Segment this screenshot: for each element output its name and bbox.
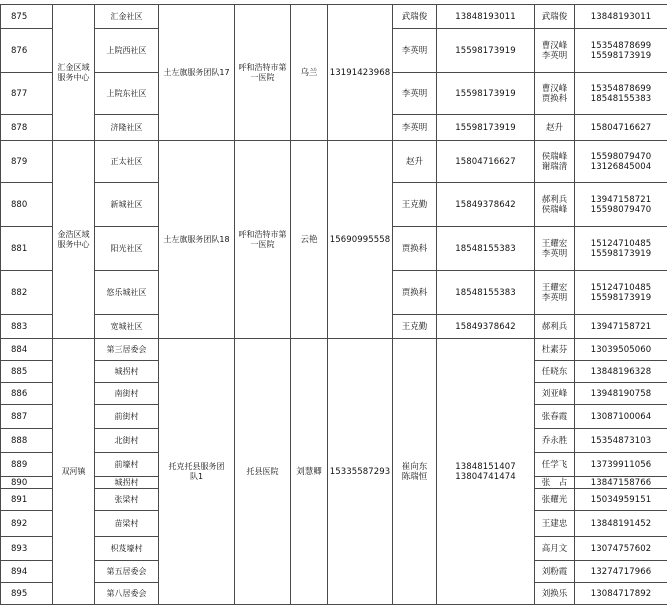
member-phone-cell: 13948190758 [574,382,667,405]
service-team-cell: 土左旗服务团队18 [158,140,235,339]
service-area-cell: 金浩区域 服务中心 [52,140,95,339]
member-name-cell: 曹汉峰 贾换科 [534,72,575,115]
leader-phone-cell: 18548155383 [436,270,535,315]
member-name-cell: 乔永胜 [534,428,575,453]
member-name-cell: 任晓东 [534,360,575,383]
member-name-cell: 任学飞 [534,452,575,477]
member-name-cell: 赵升 [534,114,575,141]
doctor-name-cell: 乌兰 [290,4,328,141]
leader-phone-cell: 15598173919 [436,72,535,115]
member-name-cell: 刘换乐 [534,582,575,605]
member-phone-cell: 13739911056 [574,452,667,477]
community-cell: 宽城社区 [94,314,159,339]
member-name-cell: 杜素芬 [534,338,575,361]
community-cell: 第八居委会 [94,582,159,605]
row-number-cell: 888 [0,428,53,453]
leader-phone-cell: 15804716627 [436,140,535,183]
member-phone-cell: 15804716627 [574,114,667,141]
community-cell: 前街村 [94,404,159,429]
leader-phone-cell: 15849378642 [436,314,535,339]
row-number-cell: 893 [0,536,53,561]
community-cell: 城拐村 [94,360,159,383]
community-cell: 悠乐城社区 [94,270,159,315]
row-number-cell: 895 [0,582,53,605]
community-cell: 第三居委会 [94,338,159,361]
member-name-cell: 郝利兵 [534,314,575,339]
member-phone-cell: 13274717966 [574,560,667,583]
row-number-cell: 880 [0,182,53,227]
row-number-cell: 878 [0,114,53,141]
member-phone-cell: 15034959151 [574,488,667,511]
row-number-cell: 881 [0,226,53,271]
row-number-cell: 892 [0,510,53,537]
hospital-cell: 呼和浩特市第 一医院 [234,140,291,339]
member-name-cell: 张耀光 [534,488,575,511]
member-phone-cell: 15354878699 15598173919 [574,28,667,73]
member-phone-cell: 15354878699 18548155383 [574,72,667,115]
member-phone-cell: 13074757602 [574,536,667,561]
member-name-cell: 郝利兵 侯瑞峰 [534,182,575,227]
community-cell: 张梁村 [94,488,159,511]
service-area-cell: 双河镇 [52,338,95,605]
service-team-cell: 托克托县服务团 队1 [158,338,235,605]
community-cell: 苗梁村 [94,510,159,537]
leader-name-cell: 李英明 [392,28,437,73]
community-cell: 城拐村 [94,476,159,489]
doctor-name-cell: 刘慧卿 [290,338,328,605]
leader-name-cell: 贾换科 [392,270,437,315]
service-team-cell: 土左旗服务团队17 [158,4,235,141]
service-area-cell: 汇金区域 服务中心 [52,4,95,141]
row-number-cell: 885 [0,360,53,383]
leader-phone-cell: 13848193011 [436,4,535,29]
row-number-cell: 891 [0,488,53,511]
doctor-name-cell: 云艳 [290,140,328,339]
row-number-cell: 886 [0,382,53,405]
member-name-cell: 王耀宏 李英明 [534,270,575,315]
row-number-cell: 890 [0,476,53,489]
community-cell: 阳光社区 [94,226,159,271]
doctor-phone-cell: 15335587293 [327,338,393,605]
row-number-cell: 875 [0,4,53,29]
member-phone-cell: 13947158721 15598079470 [574,182,667,227]
community-cell: 前壕村 [94,452,159,477]
leader-phone-cell: 15598173919 [436,114,535,141]
row-number-cell: 889 [0,452,53,477]
community-cell: 汇金社区 [94,4,159,29]
member-name-cell: 刘亚峰 [534,382,575,405]
leader-name-cell: 王克勤 [392,182,437,227]
community-cell: 枳芨壕村 [94,536,159,561]
member-phone-cell: 13848196328 [574,360,667,383]
member-name-cell: 高月文 [534,536,575,561]
leader-phone-cell: 13848151407 13804741474 [436,338,535,605]
row-number-cell: 883 [0,314,53,339]
member-phone-cell: 13847158766 [574,476,667,489]
row-number-cell: 884 [0,338,53,361]
row-number-cell: 876 [0,28,53,73]
member-phone-cell: 13087100064 [574,404,667,429]
community-cell: 上院西社区 [94,28,159,73]
member-phone-cell: 15124710485 15598173919 [574,270,667,315]
member-phone-cell: 13848193011 [574,4,667,29]
community-cell: 济隆社区 [94,114,159,141]
leader-name-cell: 李英明 [392,114,437,141]
hospital-cell: 呼和浩特市第 一医院 [234,4,291,141]
member-phone-cell: 15598079470 13126845004 [574,140,667,183]
member-name-cell: 武瑞俊 [534,4,575,29]
member-name-cell: 张 占 [534,476,575,489]
community-cell: 北街村 [94,428,159,453]
member-phone-cell: 15354873103 [574,428,667,453]
row-number-cell: 894 [0,560,53,583]
leader-name-cell: 王克勤 [392,314,437,339]
leader-phone-cell: 18548155383 [436,226,535,271]
leader-phone-cell: 15849378642 [436,182,535,227]
member-name-cell: 张春霞 [534,404,575,429]
row-number-cell: 879 [0,140,53,183]
row-number-cell: 887 [0,404,53,429]
community-cell: 正太社区 [94,140,159,183]
community-cell: 南街村 [94,382,159,405]
doctor-phone-cell: 13191423968 [327,4,393,141]
member-phone-cell: 13947158721 [574,314,667,339]
member-name-cell: 曹汉峰 李英明 [534,28,575,73]
member-name-cell: 王耀宏 李英明 [534,226,575,271]
row-number-cell: 882 [0,270,53,315]
member-phone-cell: 15124710485 15598173919 [574,226,667,271]
leader-name-cell: 崔向东 陈瑞恒 [392,338,437,605]
member-phone-cell: 13039505060 [574,338,667,361]
member-name-cell: 刘粉霞 [534,560,575,583]
member-phone-cell: 13084717892 [574,582,667,605]
hospital-cell: 托县医院 [234,338,291,605]
leader-name-cell: 李英明 [392,72,437,115]
leader-phone-cell: 15598173919 [436,28,535,73]
row-number-cell: 877 [0,72,53,115]
community-cell: 第五居委会 [94,560,159,583]
community-cell: 上院东社区 [94,72,159,115]
doctor-phone-cell: 15690995558 [327,140,393,339]
leader-name-cell: 武瑞俊 [392,4,437,29]
leader-name-cell: 贾换科 [392,226,437,271]
leader-name-cell: 赵升 [392,140,437,183]
member-phone-cell: 13848191452 [574,510,667,537]
member-name-cell: 王建忠 [534,510,575,537]
community-cell: 新城社区 [94,182,159,227]
member-name-cell: 侯瑞峰 谢瑞清 [534,140,575,183]
